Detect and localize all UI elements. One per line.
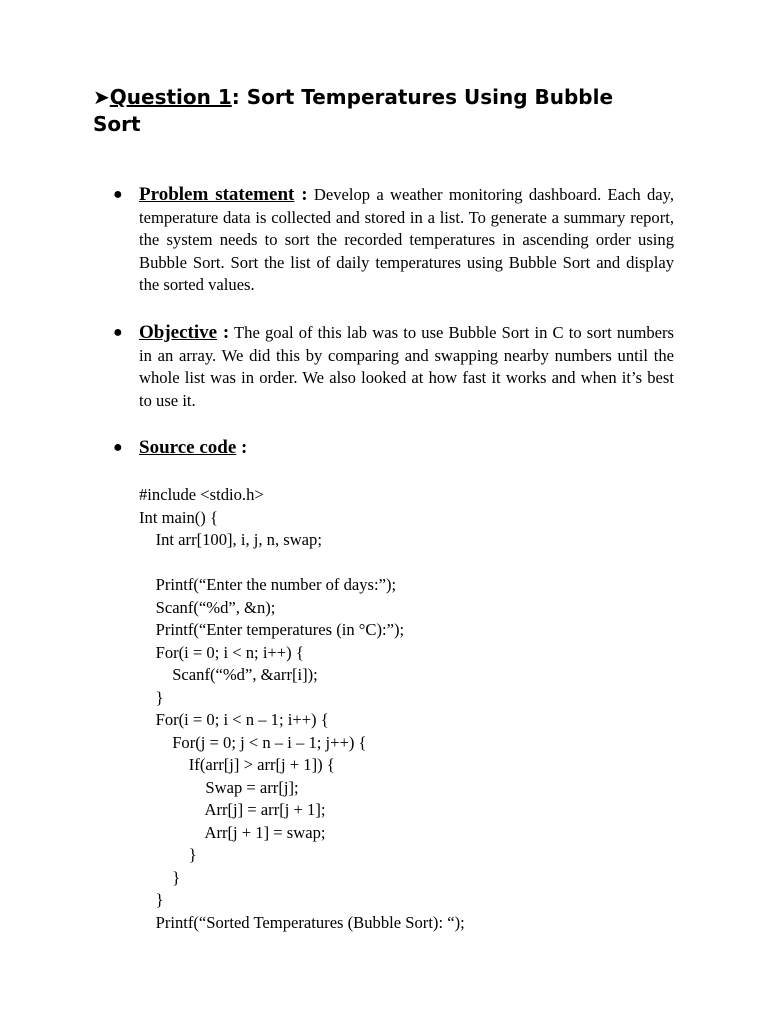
code-line: Printf(“Enter temperatures (in °C):”); — [139, 620, 405, 639]
source-code-title: Source code — [139, 437, 237, 458]
source-code-section — [113, 437, 674, 460]
problem-statement-section — [113, 184, 675, 297]
objective-colon: : — [217, 322, 230, 343]
arrow-bullet-icon: ➤ — [93, 85, 110, 109]
code-line — [139, 552, 699, 575]
code-line: Int main() { — [139, 507, 218, 527]
source-code-block — [139, 484, 699, 934]
source-code-colon: : — [236, 437, 248, 458]
bullet-dot-icon: ● — [113, 186, 123, 203]
code-line: Int arr[100], i, j, n, swap; — [139, 530, 322, 549]
code-line: Scanf(“%d”, &n); — [139, 597, 276, 617]
objective-title: Objective — [139, 322, 218, 343]
question-title: : Sort Temperatures Using Bubble Sort — [93, 85, 614, 136]
code-line: #include <stdio.h> — [139, 485, 264, 504]
code-line: } — [139, 687, 164, 707]
code-line: For(i = 0; i < n – 1; i++) { — [139, 710, 329, 729]
code-line: For(j = 0; j < n – i – 1; j++) { — [139, 732, 367, 752]
code-line: For(i = 0; i < n; i++) { — [139, 642, 304, 662]
problem-statement-text: Develop a weather monitoring dashboard. Each day, temperature data is collected and stored in a list. To generate a summary report, the system needs to sort the recorded temperatures in ascending order using Bubble Sort. Sort the list of daily temperatures using Bubble Sort and display the sorted values. — [139, 185, 675, 295]
code-line: Printf(“Enter the number of days:”); — [139, 575, 397, 594]
code-line: Swap = arr[j]; — [139, 777, 299, 797]
code-line: Arr[j + 1] = swap; — [139, 822, 326, 842]
objective-text: The goal of this lab was to use Bubble Sort in C to sort numbers in an array. We did this by comparing and swapping nearby numbers until the whole list was in order. We also looked at how fast it works and when it’s best to use it. — [139, 323, 675, 410]
question-heading — [93, 84, 653, 138]
code-line: If(arr[j] > arr[j + 1]) { — [139, 755, 335, 774]
code-line: } — [139, 890, 164, 909]
question-label: Question 1 — [109, 85, 232, 109]
objective-section — [113, 322, 675, 412]
code-line: } — [139, 845, 197, 864]
code-line: Printf(“Sorted Temperatures (Bubble Sort): “); — [139, 912, 465, 932]
code-line: Arr[j] = arr[j + 1]; — [139, 800, 326, 819]
problem-statement-title: Problem statement — [139, 184, 295, 205]
bullet-dot-icon: ● — [113, 439, 123, 456]
code-line: Scanf(“%d”, &arr[i]); — [139, 665, 318, 684]
problem-statement-colon: : — [294, 184, 308, 205]
bullet-dot-icon: ● — [113, 324, 123, 341]
code-line: } — [139, 867, 181, 887]
